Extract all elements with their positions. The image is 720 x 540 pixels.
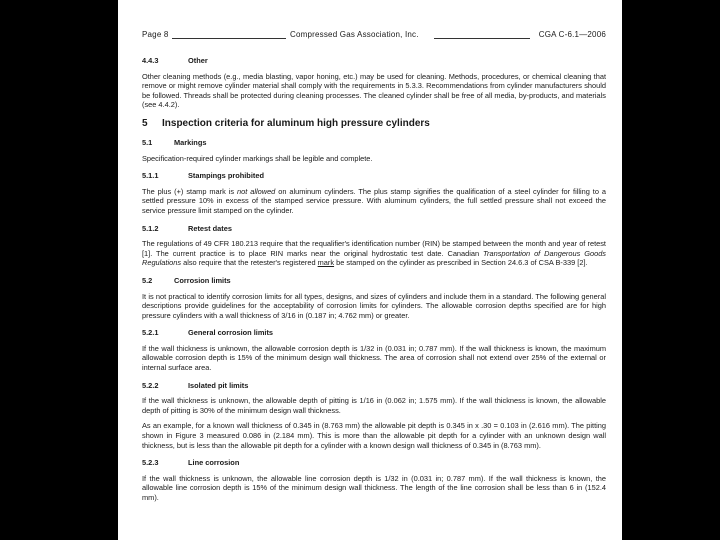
section-5-2-2-text-2: As an example, for a known wall thickness of 0.345 in (8.763 mm) the allowable pit depth is 0.345 in x .30 = 0.103 in (2.616 mm). The pitting shown in Figure 3 measured 0.086 in (2.184 mm). This is more than the allowable pit depth for a cylinder with an unknown design wall thickness, but is less than the allowable pit depth for a cylinder with a known design wall thickness of 0.345 in (8.763 mm). <box>142 421 606 450</box>
section-5-2-3-heading: 5.2.3 Line corrosion <box>142 458 240 468</box>
section-5-2-text: It is not practical to identify corrosion limits for all types, designs, and sizes of cylinders and include them in a standard. The following general descriptions provide guidelines for the acceptability of corrosion limits for cylinders. The allowable corrosion depths specified are for high pressure cylinders with a wall thickness of 3/16 in (0.187 in; 4.762 mm) or greater. <box>142 291 606 320</box>
section-5-heading: 5 Inspection criteria for aluminum high pressure cylinders <box>142 117 430 129</box>
section-5-2-heading: 5.2 Corrosion limits <box>142 275 231 285</box>
page-header <box>142 30 606 42</box>
section-5-1-text: Specification-required cylinder markings shall be legible and complete. <box>142 153 373 163</box>
page-number: Page 8 <box>142 30 169 39</box>
section-5-1-1-text: The plus (+) stamp mark is not allowed on aluminum cylinders. The plus stamp signifies the qualification of a steel cylinder for filling to a settled pressure 10% in excess of the stamped service pressure. With aluminum cylinders, the full settled pressure shall not exceed the service pressure limit stamped on the cylinder. <box>142 186 606 215</box>
section-5-2-1-text: If the wall thickness is unknown, the allowable corrosion depth is 1/32 in (0.031 in; 0.787 mm). If the wall thickness is known, the maximum allowable corrosion depth is 15% of the minimum design wall thickness. The area of corrosion shall not extend over 25% of the external or internal surface area. <box>142 343 606 373</box>
organization-name: Compressed Gas Association, Inc. <box>290 30 419 39</box>
header-rule-right <box>434 38 530 39</box>
document-body <box>142 56 606 503</box>
section-5-1-heading: 5.1 Markings <box>142 137 207 147</box>
section-5-2-3-text: If the wall thickness is unknown, the allowable line corrosion depth is 1/32 in (0.031 in; 0.787 mm). If the wall thickness is known, the allowable line corrosion depth is 15% of the minimum design wall thickness. The length of the line corrosion shall be less than 6 in (152.4 mm). <box>142 473 606 502</box>
header-rule-left <box>172 38 286 39</box>
section-5-2-1-heading: 5.2.1 General corrosion limits <box>142 328 274 338</box>
section-5-2-2-text-1: If the wall thickness is unknown, the allowable depth of pitting is 1/16 in (0.062 in; 1.575 mm). If the wall thickness is known, the allowable depth of pitting is 30% of the minimum design wall thickness. <box>142 396 606 415</box>
section-5-2-2-heading: 5.2.2 Isolated pit limits <box>142 380 249 390</box>
section-5-1-2-text: The regulations of 49 CFR 180.213 require that the requalifier's identification number (RIN) be stamped between the month and year of retest [1]. The current practice is to place RIN marks near the original hydrostatic test date. Canadian Transportation of Dangerous Goods Regulations also require that the retester's registered mark be stamped on the cylinder as prescribed in Section 24.6.3 of CSA B-339 [2]. <box>142 239 606 268</box>
document-page <box>118 0 622 540</box>
section-5-1-1-heading: 5.1.1 Stampings prohibited <box>142 171 264 181</box>
section-5-1-2-heading: 5.1.2 Retest dates <box>142 223 232 233</box>
section-4-4-3-text: Other cleaning methods (e.g., media blasting, vapor honing, etc.) may be used for cleaning. Methods, procedures, or chemical cleaning that remove or might remove cylinder material shall comply with the requirements in 5.3.3. Recommendations from cylinder manufacturers should be followed. Threads shall be protected during cleaning processes. The cleaned cylinder shall be free of all media, by-products, and materials (see 4.4.2). <box>142 71 606 110</box>
section-4-4-3-heading: 4.4.3 Other <box>142 56 208 65</box>
document-id: CGA C-6.1—2006 <box>538 30 606 39</box>
